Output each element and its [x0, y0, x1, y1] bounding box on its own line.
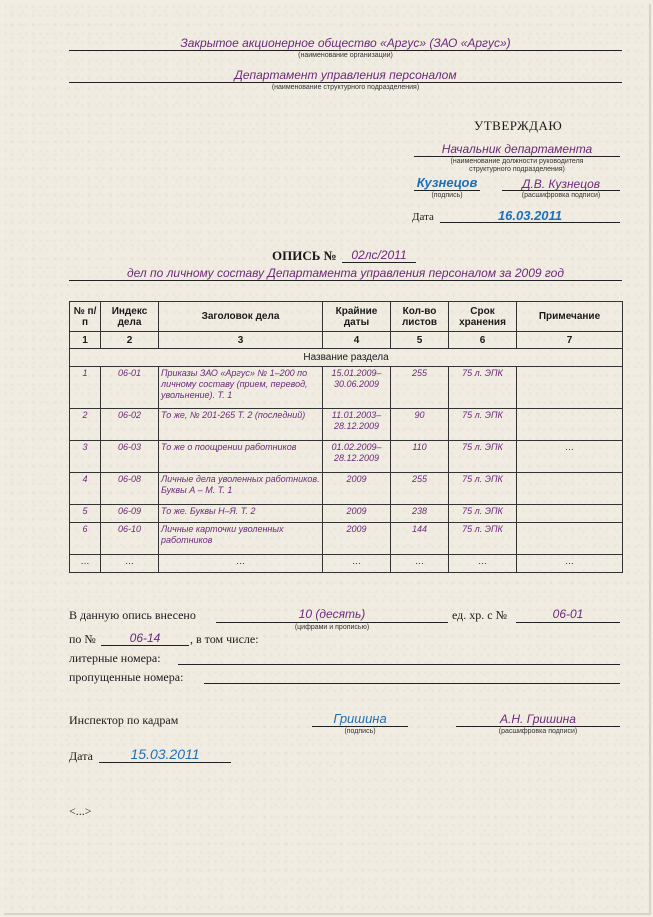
organization-name: Закрытое акционерное общество «Аргус» (ЗАО «Аргус»): [180, 36, 511, 50]
table-row: [70, 555, 623, 573]
col-number: 4: [323, 332, 391, 349]
cell-number: 5: [70, 505, 101, 523]
cell-note: [517, 505, 623, 523]
cell-note: [517, 367, 623, 409]
approval-name-line: [502, 190, 620, 191]
cell-index: 06-09: [101, 505, 159, 523]
approval-signature: Кузнецов: [416, 175, 478, 190]
col-number: 5: [391, 332, 449, 349]
from-number: 06-01: [552, 607, 584, 621]
organization-line: [69, 50, 622, 51]
to-number-line: [101, 645, 189, 646]
cell-storage: 75 л. ЭПК: [449, 409, 517, 441]
table-row: [70, 409, 623, 441]
cell-note: [517, 473, 623, 505]
cell-sheets: 110: [391, 441, 449, 473]
approval-position-line: [414, 156, 620, 157]
cell-number: 6: [70, 523, 101, 555]
cell-title: Приказы ЗАО «Аргус» № 1–200 по личному составу (прием, перевод, увольнение). Т. 1: [159, 367, 323, 409]
cell-title: Личные карточки уволенных работников: [159, 523, 323, 555]
approval-signature-caption: (подпись): [431, 192, 463, 199]
table-row: [70, 473, 623, 505]
inventory-title: ОПИСЬ №: [272, 248, 337, 263]
header-note: Примечание: [517, 302, 623, 332]
included-label: В данную опись внесено: [69, 608, 196, 622]
approval-title: УТВЕРЖДАЮ: [474, 118, 563, 133]
cell-dates: 01.02.2009– 28.12.2009: [323, 441, 391, 473]
cell-sheets: …: [391, 555, 449, 573]
cell-number: 1: [70, 367, 101, 409]
approval-date-label: Дата: [412, 211, 434, 223]
document-page: [4, 4, 651, 915]
department-line: [69, 82, 622, 83]
inspector-name-line: [456, 726, 620, 727]
cell-storage: 75 л. ЭПК: [449, 473, 517, 505]
cell-title: То же, № 201-265 Т. 2 (последний): [159, 409, 323, 441]
inventory-number: 02лс/2011: [351, 248, 407, 262]
cell-sheets: 238: [391, 505, 449, 523]
inventory-subtitle: дел по личному составу Департамента управления персоналом за 2009 год: [127, 266, 564, 280]
cell-number: 3: [70, 441, 101, 473]
cell-storage: …: [449, 555, 517, 573]
header-title: Заголовок дела: [159, 302, 323, 332]
cell-index: 06-08: [101, 473, 159, 505]
approval-date: 16.03.2011: [497, 208, 563, 223]
from-number-line: [516, 622, 620, 623]
cell-sheets: 255: [391, 367, 449, 409]
cell-dates: 2009: [323, 523, 391, 555]
to-label: по №: [69, 632, 96, 646]
inventory-table: [69, 301, 623, 573]
cell-storage: 75 л. ЭПК: [449, 505, 517, 523]
cell-title: Личные дела уволенных работников. Буквы А – М. Т. 1: [159, 473, 323, 505]
cell-note: [517, 409, 623, 441]
cell-dates: …: [323, 555, 391, 573]
department-name: Департамент управления персоналом: [234, 68, 457, 82]
included-caption: (цифрами и прописью): [294, 624, 370, 631]
section-title: Название раздела: [70, 349, 623, 367]
table-row: [70, 523, 623, 555]
col-number: 1: [70, 332, 101, 349]
approval-signature-line: [414, 190, 480, 191]
header-dates: Крайние даты: [323, 302, 391, 332]
table-row: [70, 441, 623, 473]
approval-position: Начальник департамента: [441, 142, 593, 156]
inspector-name-caption: (расшифровка подписи): [498, 728, 578, 735]
position-caption-line-1: (наименование должности руководителя: [450, 158, 584, 165]
approval-name-caption: (расшифровка подписи): [521, 192, 601, 199]
cell-index: 06-02: [101, 409, 159, 441]
cell-number: 4: [70, 473, 101, 505]
cell-title: То же. Буквы Н–Я. Т. 2: [159, 505, 323, 523]
inspector-signature-line: [312, 726, 408, 727]
cell-index: …: [101, 555, 159, 573]
included-line: [216, 622, 448, 623]
organization-caption: (наименование организации): [298, 52, 393, 59]
header-index: Индекс дела: [101, 302, 159, 332]
cell-note: …: [517, 555, 623, 573]
letter-numbers-label: литерные номера:: [69, 651, 161, 665]
ellipsis: <...>: [69, 804, 92, 818]
letter-numbers-line: [178, 664, 620, 665]
cell-storage: 75 л. ЭПК: [449, 441, 517, 473]
approval-name: Д.В. Кузнецов: [521, 177, 601, 191]
header-number: № п/п: [70, 302, 101, 332]
cell-number: 2: [70, 409, 101, 441]
approval-date-line: [440, 222, 620, 223]
cell-sheets: 255: [391, 473, 449, 505]
department-caption: (наименование структурного подразделения): [271, 84, 420, 91]
approval-position-caption: [414, 158, 620, 174]
cell-dates: 2009: [323, 473, 391, 505]
cell-index: 06-10: [101, 523, 159, 555]
col-number: 3: [159, 332, 323, 349]
header-sheets: Кол-во листов: [391, 302, 449, 332]
cell-number: …: [70, 555, 101, 573]
to-number: 06-14: [129, 631, 161, 645]
cell-sheets: 90: [391, 409, 449, 441]
inspector-label: Инспектор по кадрам: [69, 713, 179, 727]
cell-dates: 2009: [323, 505, 391, 523]
cell-sheets: 144: [391, 523, 449, 555]
col-number: 6: [449, 332, 517, 349]
cell-storage: 75 л. ЭПК: [449, 367, 517, 409]
including-label: , в том числе:: [190, 632, 259, 646]
inspector-signature: Гришина: [333, 711, 387, 726]
position-caption-line-2: структурного подразделения): [469, 166, 565, 173]
units-label: ед. хр. с №: [452, 608, 508, 622]
table-row: [70, 505, 623, 523]
cell-note: …: [517, 441, 623, 473]
inventory-subtitle-line: [69, 280, 622, 281]
footer-date: 15.03.2011: [130, 746, 200, 762]
cell-title: То же о поощрении работников: [159, 441, 323, 473]
inspector-name: А.Н. Гришина: [500, 712, 576, 726]
included-value: 10 (десять): [298, 607, 366, 621]
cell-note: [517, 523, 623, 555]
cell-dates: 15.01.2009– 30.06.2009: [323, 367, 391, 409]
header-storage: Срок хранения: [449, 302, 517, 332]
footer-date-label: Дата: [69, 749, 93, 763]
inventory-number-line: [342, 262, 416, 263]
cell-index: 06-03: [101, 441, 159, 473]
footer-date-line: [99, 762, 231, 763]
col-number: 7: [517, 332, 623, 349]
table-row: [70, 367, 623, 409]
col-number: 2: [101, 332, 159, 349]
missing-numbers-line: [204, 683, 620, 684]
inspector-signature-caption: (подпись): [344, 728, 376, 735]
cell-title: …: [159, 555, 323, 573]
cell-storage: 75 л. ЭПК: [449, 523, 517, 555]
missing-numbers-label: пропущенные номера:: [69, 670, 184, 684]
cell-index: 06-01: [101, 367, 159, 409]
cell-dates: 11.01.2003– 28.12.2009: [323, 409, 391, 441]
